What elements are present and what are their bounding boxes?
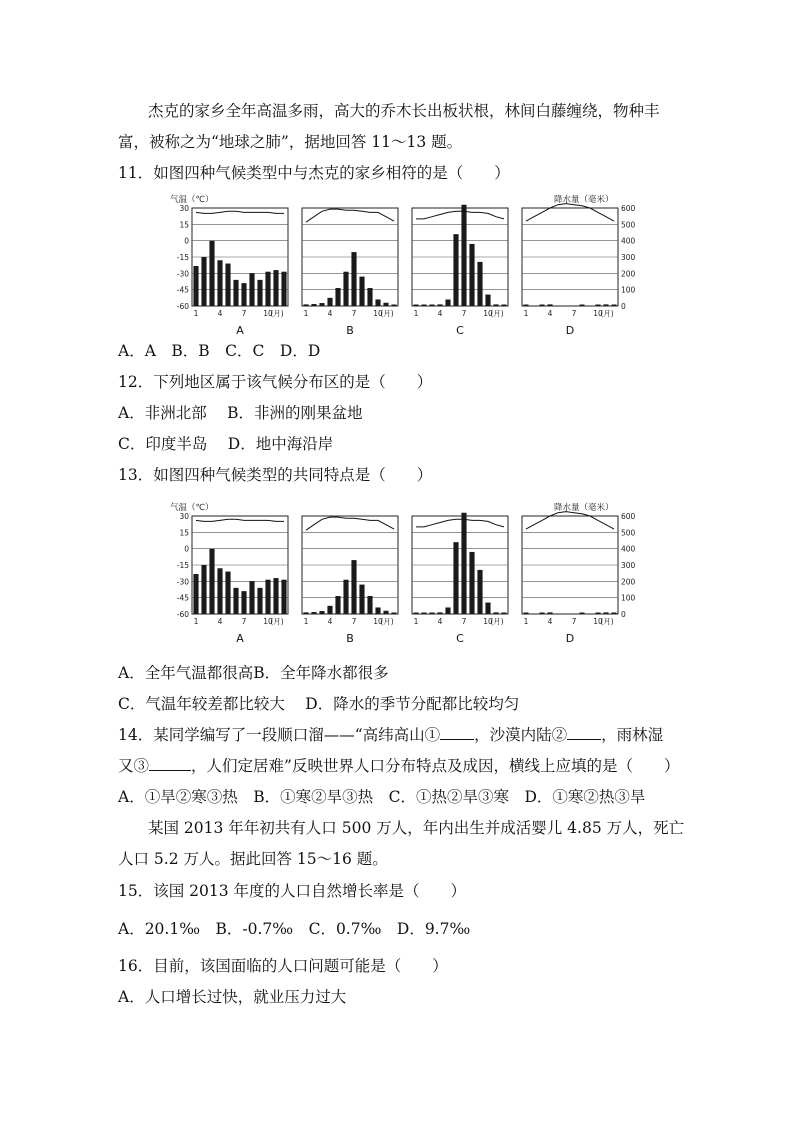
precipitation-bar (257, 280, 262, 306)
climate-chart-2 (168, 500, 636, 650)
precipitation-bar (595, 305, 600, 307)
precipitation-bar (327, 606, 332, 614)
month-tick-label: 1 (303, 309, 309, 318)
precipitation-bar (233, 280, 238, 306)
q12-stem: 12．下列地区属于该气候分布区的是（ ） (118, 373, 433, 391)
precipitation-bar (469, 244, 474, 306)
precipitation-bar (523, 613, 528, 615)
precipitation-tick-label: 200 (621, 577, 636, 587)
month-unit-label: (月) (380, 617, 394, 626)
month-tick-label: 7 (241, 617, 247, 626)
precipitation-bar (367, 288, 372, 306)
month-tick-label: 10 (483, 617, 493, 626)
precipitation-axis-label: 降水量（毫米） (554, 195, 614, 205)
month-tick-label: 1 (193, 309, 199, 318)
precipitation-bar (265, 272, 270, 306)
precipitation-bar (311, 304, 316, 306)
precipitation-bar (265, 580, 270, 614)
precipitation-bar (273, 270, 278, 306)
temperature-tick-label: 30 (179, 204, 189, 213)
month-tick-label: 7 (241, 309, 247, 318)
q15-options: A．20.1‰ B．-0.7‰ C．0.7‰ D．9.7‰ (118, 920, 471, 938)
precipitation-bar (303, 612, 308, 614)
precipitation-bar (201, 565, 206, 614)
month-tick-label: 10 (373, 309, 383, 318)
precipitation-bar (469, 552, 474, 614)
q13-stem: 13．如图四种气候类型的共同特点是（ ） (118, 466, 433, 484)
precipitation-bar (547, 612, 552, 614)
precipitation-bar (547, 304, 552, 306)
precipitation-bar (193, 266, 198, 306)
q14-options: A．①旱②寒③热 B．①寒②旱③热 C．①热②旱③寒 D．①寒②热③旱 (118, 788, 646, 806)
precipitation-bar (603, 304, 608, 306)
precipitation-tick-label: 300 (621, 561, 636, 570)
month-tick-label: 4 (327, 309, 333, 318)
precipitation-bar (217, 568, 222, 614)
climate-chart-figure-2 (168, 500, 636, 650)
month-tick-label: 4 (547, 309, 553, 318)
month-tick-label: 7 (351, 309, 357, 318)
q14-text-b: ，沙漠内陆② (474, 726, 568, 744)
month-unit-label: (月) (600, 617, 614, 626)
panel-label: C (456, 324, 464, 337)
precipitation-bar (611, 613, 616, 615)
month-unit-label: (月) (270, 617, 284, 626)
month-tick-label: 4 (217, 309, 223, 318)
intro-line-1: 杰克的家乡全年高温多雨，高大的乔木长出板状根，林间白藤缠绕，物种丰 (148, 102, 660, 120)
panel-label: D (565, 632, 575, 645)
q14-text-c: ，雨林湿 (601, 726, 664, 744)
temperature-tick-label: -45 (176, 285, 189, 295)
panel-label: B (346, 324, 354, 337)
q13-options-cd: C．气温年较差都比较大 D．降水的季节分配都比较均匀 (118, 695, 520, 713)
month-tick-label: 1 (303, 617, 309, 626)
precipitation-tick-label: 500 (621, 528, 636, 538)
precipitation-bar (453, 542, 458, 614)
precipitation-bar (201, 257, 206, 306)
precipitation-bar (485, 295, 490, 306)
precipitation-bar (327, 298, 332, 306)
precipitation-bar (343, 272, 348, 306)
month-tick-label: 4 (437, 617, 443, 626)
precipitation-bar (343, 580, 348, 614)
month-unit-label: (月) (600, 309, 614, 318)
month-tick-label: 4 (437, 309, 443, 318)
month-tick-label: 7 (461, 309, 467, 318)
temperature-tick-label: -30 (176, 577, 189, 587)
precipitation-bar (437, 304, 442, 306)
precipitation-bar (241, 283, 246, 306)
month-tick-label: 4 (327, 617, 333, 626)
q11-options: A．A B．B C．C D．D (118, 342, 321, 360)
month-tick-label: 7 (461, 617, 467, 626)
q14-blank-3 (149, 756, 191, 771)
precipitation-bar (429, 613, 434, 615)
precipitation-bar (493, 612, 498, 614)
precipitation-bar (351, 560, 356, 614)
precipitation-bar (579, 613, 584, 615)
month-tick-label: 7 (351, 617, 357, 626)
precipitation-bar (477, 262, 482, 306)
q14-line-2 (118, 755, 679, 777)
q13-options-ab: A．全年气温都很高B．全年降水都很多 (118, 664, 389, 682)
precipitation-bar (359, 277, 364, 306)
precipitation-bar (233, 588, 238, 614)
q14-blank-2 (567, 725, 601, 740)
precipitation-bar (501, 613, 506, 615)
precipitation-bar (249, 581, 254, 614)
panel-label: B (346, 632, 354, 645)
temperature-tick-label: -45 (176, 593, 189, 603)
precipitation-bar (193, 574, 198, 614)
q14-text-e: ，人们定居难”反映世界人口分布特点及成因，横线上应填的是（ ） (191, 757, 680, 775)
q12-options-ab: A．非洲北部 B．非洲的刚果盆地 (118, 404, 363, 422)
precipitation-bar (429, 305, 434, 307)
precipitation-bar (461, 513, 466, 614)
q12-options-cd: C．印度半岛 D．地中海沿岸 (118, 435, 334, 453)
climate-chart-figure-1 (168, 192, 636, 342)
intro-line-2: 富，被称之为“地球之肺”，据地回答 11～13 题。 (118, 133, 463, 151)
precipitation-bar (383, 303, 388, 306)
q14-line-1 (118, 724, 663, 746)
precipitation-bar (437, 612, 442, 614)
passage-line-1: 某国 2013 年年初共有人口 500 万人，年内出生并成活婴儿 4.85 万人，死亡 (148, 819, 685, 837)
temperature-tick-label: 15 (179, 528, 189, 538)
precipitation-bar (461, 205, 466, 306)
panel-label: A (236, 324, 244, 337)
precipitation-bar (281, 272, 286, 306)
month-unit-label: (月) (490, 309, 504, 318)
temperature-tick-label: -60 (176, 302, 189, 311)
q14-text-a: 14．某同学编写了一段顺口溜——“高纬高山① (118, 726, 441, 744)
precipitation-bar (603, 612, 608, 614)
passage-line-2: 人口 5.2 万人。据此回答 15～16 题。 (118, 850, 388, 868)
precipitation-tick-label: 300 (621, 253, 636, 262)
precipitation-bar (501, 305, 506, 307)
panel-label: D (565, 324, 575, 337)
precipitation-bar (367, 596, 372, 614)
precipitation-bar (413, 305, 418, 307)
month-unit-label: (月) (380, 309, 394, 318)
precipitation-bar (421, 305, 426, 307)
month-tick-label: 1 (193, 617, 199, 626)
month-tick-label: 10 (263, 617, 273, 626)
precipitation-bar (257, 588, 262, 614)
precipitation-bar (445, 607, 450, 614)
precipitation-bar (375, 299, 380, 306)
precipitation-tick-label: 500 (621, 220, 636, 230)
temperature-tick-label: -60 (176, 610, 189, 619)
climate-chart-1 (168, 192, 636, 342)
precipitation-bar (375, 607, 380, 614)
precipitation-tick-label: 400 (621, 544, 636, 554)
month-tick-label: 1 (413, 617, 419, 626)
precipitation-bar (241, 591, 246, 614)
precipitation-bar (225, 572, 230, 614)
precipitation-bar (477, 570, 482, 614)
temperature-tick-label: -15 (176, 561, 189, 570)
temperature-tick-label: -30 (176, 269, 189, 279)
precipitation-tick-label: 100 (621, 285, 636, 295)
month-tick-label: 7 (571, 309, 577, 318)
q14-blank-1 (440, 725, 474, 740)
month-tick-label: 4 (547, 617, 553, 626)
precipitation-bar (453, 234, 458, 306)
month-tick-label: 10 (373, 617, 383, 626)
precipitation-bar (391, 613, 396, 615)
precipitation-bar (445, 299, 450, 306)
precipitation-bar (209, 549, 214, 614)
precipitation-tick-label: 400 (621, 236, 636, 246)
precipitation-tick-label: 100 (621, 593, 636, 603)
month-tick-label: 4 (217, 617, 223, 626)
precipitation-bar (413, 613, 418, 615)
precipitation-bar (249, 273, 254, 306)
temperature-axis-label: 气温（℃） (170, 195, 214, 205)
q16-option-a: A．人口增长过快，就业压力过大 (118, 988, 347, 1006)
precipitation-tick-label: 0 (621, 610, 626, 619)
precipitation-bar (303, 304, 308, 306)
month-tick-label: 10 (593, 309, 603, 318)
precipitation-bar (225, 264, 230, 306)
precipitation-bar (391, 305, 396, 307)
precipitation-bar (217, 260, 222, 306)
precipitation-tick-label: 200 (621, 269, 636, 279)
precipitation-bar (319, 303, 324, 306)
q16-stem: 16．目前，该国面临的人口问题可能是（ ） (118, 957, 448, 975)
month-tick-label: 1 (523, 309, 529, 318)
temperature-tick-label: 30 (179, 512, 189, 521)
precipitation-bar (351, 252, 356, 306)
panel-label: A (236, 632, 244, 645)
precipitation-axis-label: 降水量（毫米） (554, 503, 614, 513)
precipitation-bar (273, 578, 278, 614)
temperature-tick-label: 0 (184, 544, 189, 554)
month-unit-label: (月) (490, 617, 504, 626)
temperature-axis-label: 气温（℃） (170, 503, 214, 513)
month-tick-label: 1 (523, 617, 529, 626)
precipitation-bar (611, 305, 616, 307)
precipitation-bar (485, 603, 490, 614)
precipitation-bar (493, 304, 498, 306)
precipitation-bar (335, 288, 340, 306)
panel-label: C (456, 632, 464, 645)
precipitation-bar (523, 305, 528, 307)
month-tick-label: 10 (483, 309, 493, 318)
q11-stem: 11．如图四种气候类型中与杰克的家乡相符的是（ ） (118, 164, 510, 182)
precipitation-bar (539, 305, 544, 307)
q14-text-d: 又③ (118, 757, 150, 775)
month-unit-label: (月) (270, 309, 284, 318)
precipitation-bar (595, 613, 600, 615)
precipitation-bar (335, 596, 340, 614)
precipitation-bar (383, 611, 388, 614)
precipitation-tick-label: 600 (621, 512, 636, 521)
precipitation-bar (579, 305, 584, 307)
q15-stem: 15．该国 2013 年度的人口自然增长率是（ ） (118, 882, 467, 900)
precipitation-bar (319, 611, 324, 614)
temperature-tick-label: 15 (179, 220, 189, 230)
month-tick-label: 10 (263, 309, 273, 318)
temperature-tick-label: -15 (176, 253, 189, 262)
month-tick-label: 1 (413, 309, 419, 318)
precipitation-bar (421, 613, 426, 615)
precipitation-bar (359, 585, 364, 614)
precipitation-bar (539, 613, 544, 615)
precipitation-tick-label: 600 (621, 204, 636, 213)
month-tick-label: 7 (571, 617, 577, 626)
precipitation-bar (281, 580, 286, 614)
temperature-tick-label: 0 (184, 236, 189, 246)
month-tick-label: 10 (593, 617, 603, 626)
precipitation-tick-label: 0 (621, 302, 626, 311)
precipitation-bar (311, 612, 316, 614)
precipitation-bar (209, 241, 214, 306)
